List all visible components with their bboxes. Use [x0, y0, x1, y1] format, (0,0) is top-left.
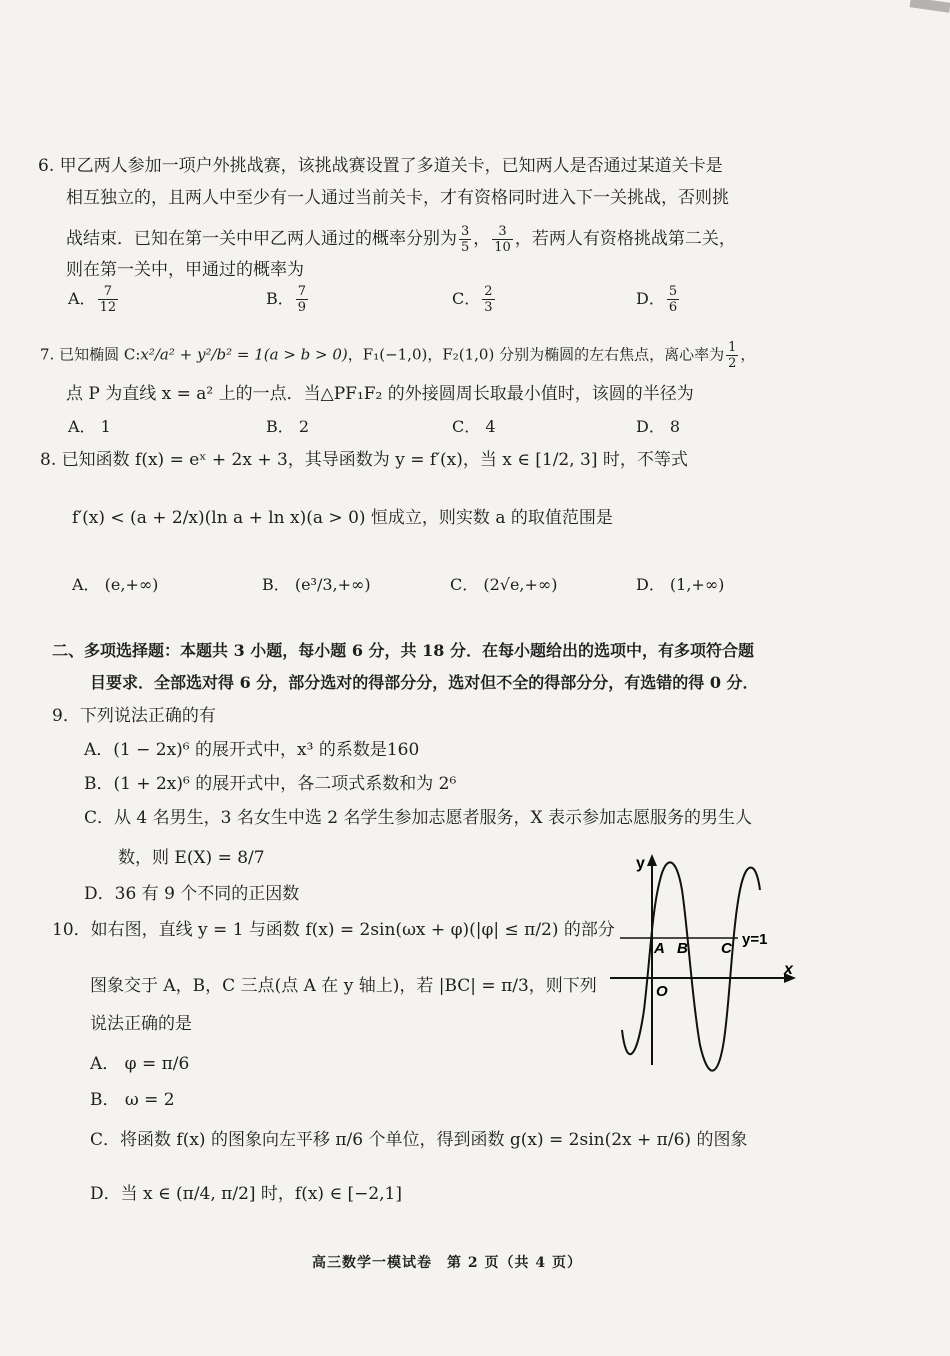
q10-line2: 图象交于 A，B，C 三点(点 A 在 y 轴上)，若 |BC| = π/3，则下列: [90, 976, 597, 996]
q6-option-b-den: 9: [297, 300, 307, 315]
q9-stem: 9．下列说法正确的有: [52, 706, 216, 726]
q6-option-c-num: 2: [484, 284, 493, 299]
q6-option-c-label: C．: [452, 289, 481, 308]
q6-line3: [66, 224, 736, 255]
q9-option-c-line2: 数，则 E(X) = 8/7: [118, 848, 265, 868]
origin-label: O: [656, 983, 668, 1000]
q7-line1: 7. 已知椭圆 C:x²/a² + y²/b² = 1(a > b > 0)，F₁(−1,0)，F₂(1,0) 分别为椭圆的左右焦点，离心率为 $\frac{1}{2}$ ，: [40, 340, 756, 371]
sine-curve: [622, 862, 760, 1070]
q8-line2: f′(x) < (a + 2/x)(ln a + ln x)(a > 0) 恒成立，则实数 a 的取值范围是: [72, 508, 613, 528]
q7-line1-head: 7. 已知椭圆 C:: [40, 345, 141, 364]
q6-separator: ，: [473, 229, 491, 249]
q6-frac-1-num: 3: [461, 224, 470, 239]
line-y1-label: y=1: [742, 931, 768, 948]
q10-sine-figure: [600, 850, 800, 1080]
q8-option-a: A． (e,+∞): [72, 575, 159, 594]
point-b-label: B: [677, 940, 688, 957]
q6-option-b-label: B．: [266, 289, 294, 308]
q6-frac-2-num: 3: [492, 224, 513, 240]
scan-corner-mark: [909, 0, 950, 13]
q6-option-a-num: 7: [98, 284, 119, 300]
q9-option-a: A．(1 − 2x)⁶ 的展开式中，x³ 的系数是160: [84, 740, 420, 760]
q8-option-b: B． (e³/3,+∞): [262, 575, 371, 594]
x-axis-label: x: [784, 961, 793, 978]
q7-option-b: B． 2: [266, 417, 310, 436]
q6-option-b-num: 7: [297, 284, 307, 299]
q6-frac-1: [459, 224, 471, 255]
q7-option-a: A． 1: [68, 417, 111, 436]
q6-option-a-den: 12: [99, 300, 117, 315]
q6-option-b: [266, 284, 310, 315]
q9-option-d: D．36 有 9 个不同的正因数: [84, 884, 300, 904]
q6-frac-2: [492, 224, 513, 255]
q6-option-d: [636, 284, 681, 315]
q6-option-c-den: 3: [484, 300, 493, 315]
q8-line1: 8. 已知函数 f(x) = eˣ + 2x + 3，其导函数为 y = f′(x)，当 x ∈ [1/2, 3] 时，不等式: [40, 450, 688, 470]
q6-option-d-num: 5: [668, 284, 678, 299]
y-axis-arrow-icon: [647, 854, 657, 866]
q10-option-d: D．当 x ∈ (π/4, π/2] 时，f(x) ∈ [−2,1]: [90, 1184, 403, 1204]
point-a-label: A: [654, 940, 665, 957]
q6-option-c-frac: [482, 284, 494, 315]
y-axis-label: y: [636, 855, 645, 872]
q6-option-d-den: 6: [668, 300, 678, 315]
q10-line3: 说法正确的是: [90, 1014, 192, 1034]
q9-option-b: B．(1 + 2x)⁶ 的展开式中，各二项式系数和为 2⁶: [84, 774, 457, 794]
q6-option-d-label: D．: [636, 289, 665, 308]
q6-option-d-frac: [667, 284, 679, 315]
q7-e-den: 2: [728, 356, 737, 371]
q6-frac-1-den: 5: [461, 240, 470, 255]
page-footer: 高三数学一模试卷 第 2 页（共 4 页）: [312, 1255, 582, 1271]
section2-line1: 二、多项选择题：本题共 3 小题，每小题 6 分，共 18 分．在每小题给出的选项中，有多项符合题: [52, 641, 754, 660]
q7-ellipse-equation: x²/a² + y²/b² = 1(a > b > 0): [140, 345, 348, 364]
q6-line2: 相互独立的，且两人中至少有一人通过当前关卡，才有资格同时进入下一关挑战，否则挑: [66, 188, 729, 208]
q6-option-a-label: A．: [68, 289, 96, 308]
q8-option-c: C． (2√e,+∞): [450, 575, 558, 594]
q6-line3-text: 战结束．已知在第一关中甲乙两人通过的概率分别为: [66, 229, 457, 249]
q6-frac-2-den: 10: [494, 240, 511, 255]
q10-line1: 10．如右图，直线 y = 1 与函数 f(x) = 2sin(ωx + φ)(|φ| ≤ π/2) 的部分: [52, 920, 615, 940]
q6-option-b-frac: [296, 284, 308, 315]
q10-option-a: A． φ = π/6: [90, 1054, 190, 1074]
q6-line3-tail: ，若两人有资格挑战第二关，: [514, 229, 736, 249]
q6-line4: 则在第一关中，甲通过的概率为: [66, 260, 304, 280]
q7-e-num: 1: [728, 340, 737, 355]
q6-option-c: [452, 284, 497, 315]
q7-option-d: D． 8: [636, 417, 681, 436]
q7-eccentricity-frac: [726, 340, 738, 371]
q8-option-d: D． (1,+∞): [636, 575, 725, 594]
q6-line1: 6. 甲乙两人参加一项户外挑战赛，该挑战赛设置了多道关卡，已知两人是否通过某道关卡是: [38, 156, 723, 176]
q6-option-a-frac: [98, 284, 119, 315]
section2-line2: 目要求．全部选对得 6 分，部分选对的得部分分，选对但不全的得部分分，有选错的得 0 分．: [90, 673, 759, 692]
q10-option-c: C．将函数 f(x) 的图象向左平移 π/6 个单位，得到函数 g(x) = 2sin(2x + π/6) 的图象: [90, 1130, 748, 1150]
q7-option-c: C． 4: [452, 417, 496, 436]
q9-option-c-line1: C．从 4 名男生，3 名女生中选 2 名学生参加志愿者服务，X 表示参加志愿服务的男生人: [84, 808, 752, 828]
point-c-label: C: [721, 940, 732, 957]
q7-line2: 点 P 为直线 x = a² 上的一点．当△PF₁F₂ 的外接圆周长取最小值时，该圆的半径为: [66, 384, 694, 404]
q7-line1-tail: ，F₁(−1,0)，F₂(1,0) 分别为椭圆的左右焦点，离心率为: [347, 345, 725, 364]
q6-option-a: [68, 284, 120, 315]
q10-option-b: B． ω = 2: [90, 1090, 175, 1110]
